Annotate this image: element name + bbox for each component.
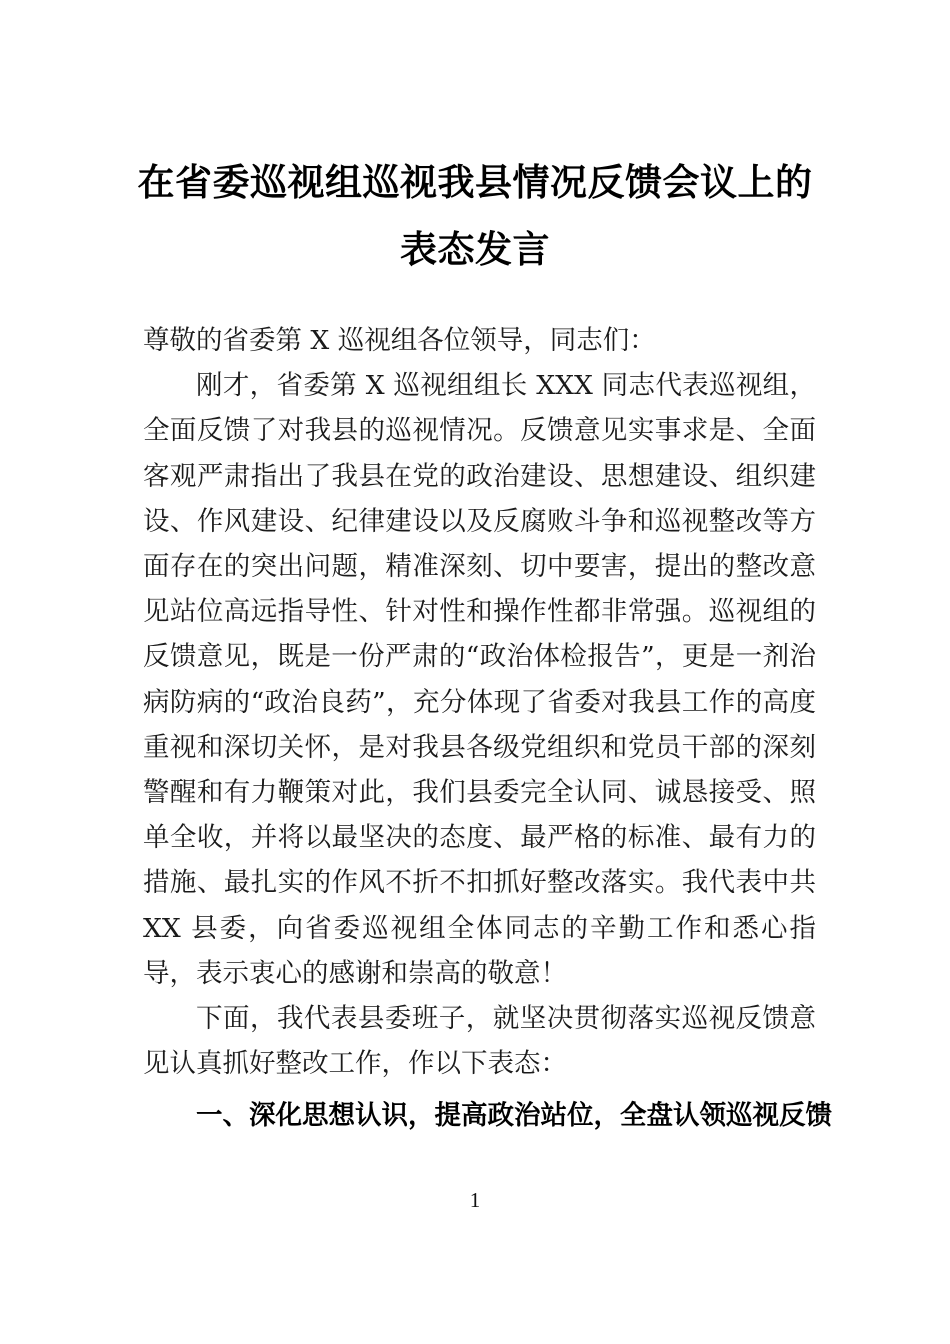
- page-number: 1: [469, 1188, 481, 1212]
- paragraph-salutation: 尊敬的省委第 X 巡视组各位领导，同志们：: [143, 325, 656, 356]
- page-title-line-2: 表态发言: [400, 230, 550, 271]
- page-title-line-1: 在省委巡视组巡视我县情况反馈会议上的: [137, 163, 813, 204]
- document-body: [143, 318, 816, 1086]
- page-title: [0, 150, 950, 284]
- section-heading-1: 一、深化思想认识，提高政治站位，全盘认领巡视反馈: [196, 1100, 832, 1131]
- paragraph-transition: 下面，我代表县委班子，就坚决贯彻落实巡视反馈意见认真抓好整改工作，作以下表态：: [143, 1003, 816, 1080]
- paragraph-opening-remarks: 刚才，省委第 X 巡视组组长 XXX 同志代表巡视组，全面反馈了对我县的巡视情况。反馈意见实事求是、全面客观严肃指出了我县在党的政治建设、思想建设、组织建设、作风建设、纪律建设以及反腐败斗争和巡视整改等方面存在的突出问题，精准深刻、切中要害，提出的整改意见站位高远指导性、针对性和操作性都非常强。巡视组的反馈意见，既是一份严肃的“政治体检报告”，更是一剂治病防病的“政治良药”，充分体现了省委对我县工作的高度重视和深切关怀，是对我县各级党组织和党员干部的深刻警醒和有力鞭策对此，我们县委完全认同、诚恳接受、照单全收，并将以最坚决的态度、最严格的标准、最有力的措施、最扎实的作风不折不扣抓好整改落实。我代表中共 XX 县委，向省委巡视组全体同志的辛勤工作和悉心指导，表示衷心的感谢和崇高的敬意！: [143, 370, 816, 989]
